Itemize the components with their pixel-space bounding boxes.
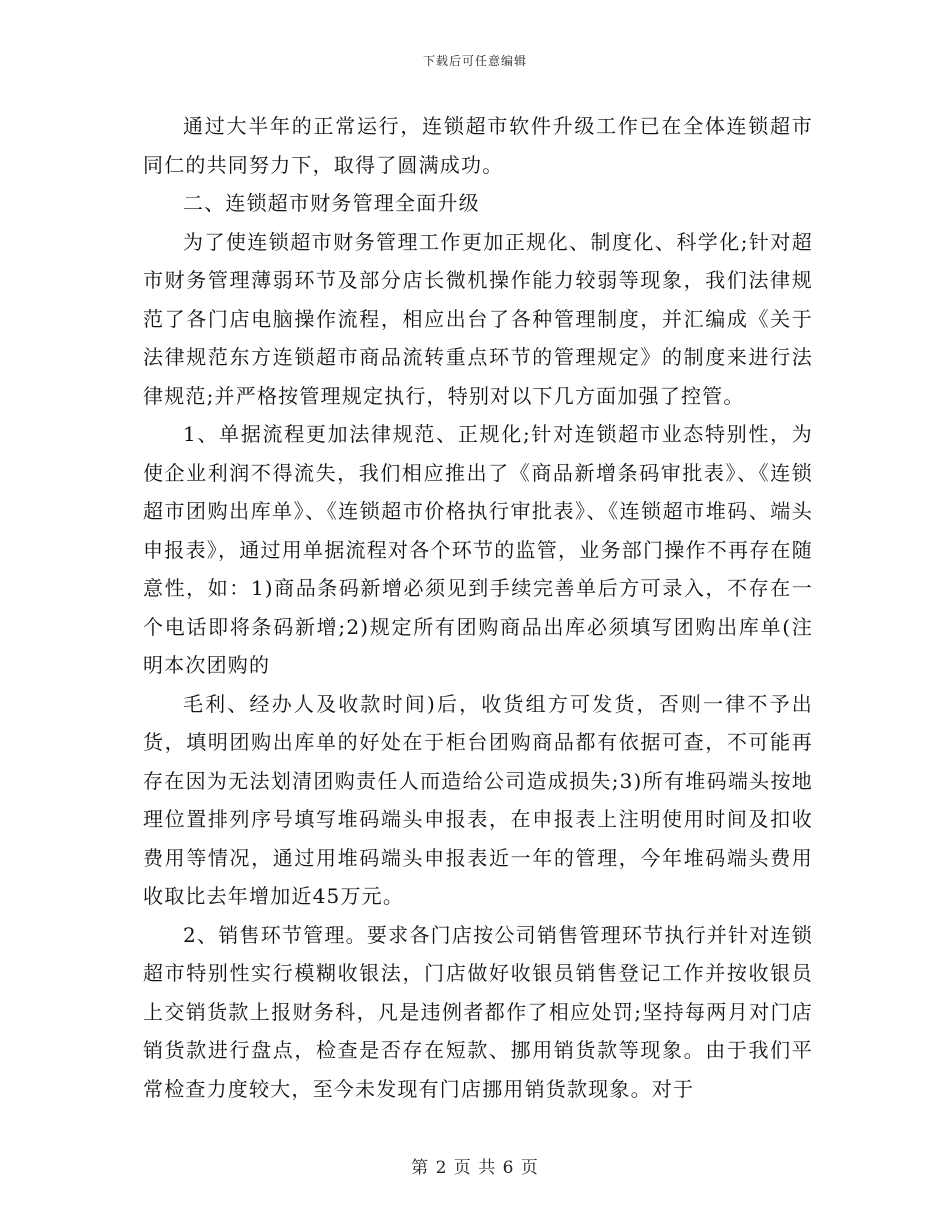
paragraph-5: 2、销售环节管理。要求各门店按公司销售管理环节执行并针对连锁超市特别性实行模糊收银法，门店做好收银员销售登记工作并按收银员上交销货款上报财务科，凡是违例者都作了相应处罚;坚持每两月对门店销货款进行盘点，检查是否存在短款、挪用销货款等现象。由于我们平常检查力度较大，至今未发现有门店挪用销货款现象。对于: [143, 922, 813, 1101]
paragraph-2: 为了使连锁超市财务管理工作更加正规化、制度化、科学化;针对超市财务管理薄弱环节及部分店长微机操作能力较弱等现象，我们法律规范了各门店电脑操作流程，相应出台了各种管理制度，并汇编成《关于法律规范东方连锁超市商品流转重点环节的管理规定》的制度来进行法律规范;并严格按管理规定执行，特别对以下几方面加强了控管。: [143, 229, 813, 408]
page-header: 下载后可任意编辑: [422, 54, 527, 68]
paragraph-4: 毛利、经办人及收款时间)后，收货组方可发货，否则一律不予出货，填明团购出库单的好处在于柜台团购商品都有依据可查，不可能再存在因为无法划清团购责任人而造给公司造成损失;3)所有堆码端头按地理位置排列序号填写堆码端头申报表，在申报表上注明使用时间及扣收费用等情况，通过用堆码端头申报表近一年的管理，今年堆码端头费用收取比去年增加近45万元。: [143, 691, 813, 908]
page-footer: 第 2 页 共 6 页: [411, 1158, 539, 1178]
paragraph-3: 1、单据流程更加法律规范、正规化;针对连锁超市业态特别性，为使企业利润不得流失，我们相应推出了《商品新增条码审批表》、《连锁超市团购出库单》、《连锁超市价格执行审批表》、《连锁超市堆码、端头申报表》，通过用单据流程对各个环节的监管，业务部门操作不再存在随意性，如：1)商品条码新增必须见到手续完善单后方可录入，不存在一个电话即将条码新增;2)规定所有团购商品出库必须填写团购出库单(注明本次团购的: [143, 422, 813, 677]
document-body: [143, 107, 813, 1108]
paragraph-1: 通过大半年的正常运行，连锁超市软件升级工作已在全体连锁超市同仁的共同努力下，取得了圆满成功。: [143, 114, 813, 177]
section-heading: 二、连锁超市财务管理全面升级: [183, 191, 480, 215]
